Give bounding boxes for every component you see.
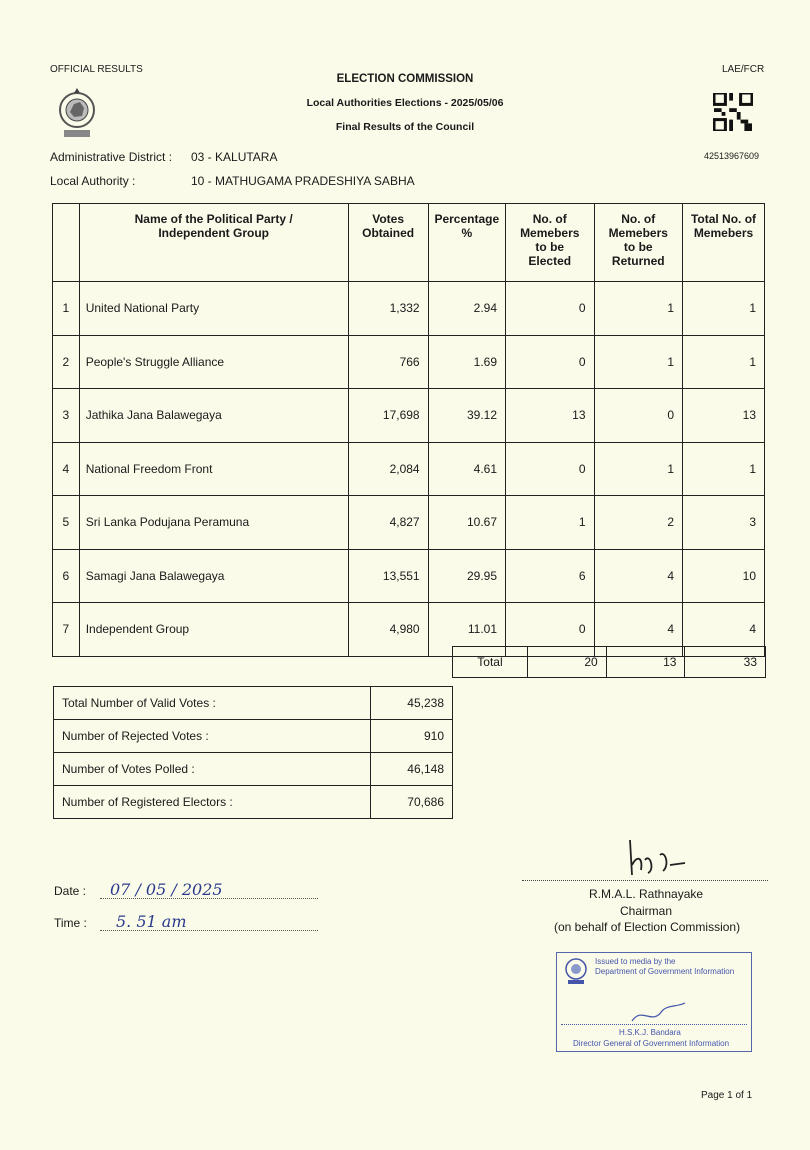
- header-total: Total No. of Memebers: [683, 204, 765, 282]
- time-line: [100, 912, 318, 931]
- votes-cell: 17,698: [348, 389, 428, 443]
- table-row: [53, 335, 765, 389]
- row-index: 6: [53, 549, 80, 603]
- returned-cell: 4: [594, 603, 683, 657]
- total-cell: 3: [683, 496, 765, 550]
- returned-cell: 0: [594, 389, 683, 443]
- row-index: 4: [53, 442, 80, 496]
- date-line: [100, 880, 318, 899]
- stamp-title: Director General of Government Information: [573, 1039, 730, 1048]
- header-votes: Votes Obtained: [348, 204, 428, 282]
- stamp-line: [561, 1024, 747, 1025]
- party-name: Samagi Jana Balawegaya: [79, 549, 348, 603]
- table-row: [53, 496, 765, 550]
- total-cell: 4: [683, 603, 765, 657]
- page-subtitle-2: Final Results of the Council: [335, 121, 475, 133]
- page-subtitle: Local Authorities Elections - 2025/05/06: [306, 97, 504, 109]
- page-title: ELECTION COMMISSION: [336, 73, 474, 85]
- date-value: 07 / 05 / 2025: [110, 880, 223, 899]
- header-party: Name of the Political Party / Independent Group: [79, 204, 348, 282]
- total-cell: 1: [683, 335, 765, 389]
- row-index: 3: [53, 389, 80, 443]
- stamp-emblem-icon: [563, 957, 589, 985]
- time-value: 5. 51 am: [116, 912, 187, 931]
- header-returned: No. of Memebers to be Returned: [594, 204, 683, 282]
- stamp-line-1: Issued to media by the: [595, 957, 676, 966]
- summary-value: 70,686: [371, 786, 453, 819]
- votes-cell: 766: [348, 335, 428, 389]
- summary-row: [54, 753, 453, 786]
- row-index: 7: [53, 603, 80, 657]
- header-index: [53, 204, 80, 282]
- table-row: [53, 442, 765, 496]
- signature-icon: [615, 835, 695, 885]
- votes-cell: 4,827: [348, 496, 428, 550]
- votes-cell: 13,551: [348, 549, 428, 603]
- totals-label: Total: [453, 647, 528, 678]
- elected-cell: 0: [506, 442, 595, 496]
- percentage-cell: 4.61: [428, 442, 505, 496]
- summary-value: 45,238: [371, 687, 453, 720]
- total-cell: 13: [683, 389, 765, 443]
- summary-value: 910: [371, 720, 453, 753]
- summary-label: Number of Votes Polled :: [54, 753, 371, 786]
- summary-value: 46,148: [371, 753, 453, 786]
- totals-returned: 13: [606, 647, 685, 678]
- summary-row: [54, 720, 453, 753]
- district-label: Administrative District :: [50, 150, 173, 164]
- party-name: United National Party: [79, 282, 348, 336]
- stamp-name: H.S.K.J. Bandara: [619, 1028, 681, 1037]
- table-row: [53, 389, 765, 443]
- table-row: [53, 549, 765, 603]
- authority-value: 10 - MATHUGAMA PRADESHIYA SABHA: [191, 174, 415, 188]
- total-cell: 10: [683, 549, 765, 603]
- header-percentage: Percentage %: [428, 204, 505, 282]
- summary-row: [54, 786, 453, 819]
- percentage-cell: 39.12: [428, 389, 505, 443]
- qr-code-icon: [713, 93, 753, 131]
- party-name: Jathika Jana Balawegaya: [79, 389, 348, 443]
- elected-cell: 13: [506, 389, 595, 443]
- district-value: 03 - KALUTARA: [191, 150, 278, 164]
- signer-title: Chairman: [620, 904, 673, 918]
- emblem-icon: [56, 86, 98, 140]
- document-code: LAE/FCR: [722, 64, 765, 75]
- votes-cell: 2,084: [348, 442, 428, 496]
- totals-table: [452, 646, 766, 678]
- returned-cell: 2: [594, 496, 683, 550]
- percentage-cell: 10.67: [428, 496, 505, 550]
- signature-line: [522, 880, 768, 881]
- totals-elected: 20: [527, 647, 606, 678]
- total-cell: 1: [683, 442, 765, 496]
- percentage-cell: 1.69: [428, 335, 505, 389]
- returned-cell: 1: [594, 282, 683, 336]
- party-name: National Freedom Front: [79, 442, 348, 496]
- media-stamp: [556, 952, 752, 1052]
- elected-cell: 0: [506, 282, 595, 336]
- returned-cell: 1: [594, 442, 683, 496]
- party-name: Sri Lanka Podujana Peramuna: [79, 496, 348, 550]
- votes-cell: 4,980: [348, 603, 428, 657]
- summary-table: [53, 686, 453, 819]
- party-name: People's Struggle Alliance: [79, 335, 348, 389]
- results-table-header: [53, 204, 765, 282]
- signer-name: R.M.A.L. Rathnayake: [589, 887, 704, 901]
- official-results-label: OFFICIAL RESULTS: [50, 64, 143, 75]
- total-cell: 1: [683, 282, 765, 336]
- totals-total: 33: [685, 647, 766, 678]
- elected-cell: 1: [506, 496, 595, 550]
- page-number: Page 1 of 1: [701, 1090, 753, 1101]
- header-elected: No. of Memebers to be Elected: [506, 204, 595, 282]
- party-name: Independent Group: [79, 603, 348, 657]
- row-index: 1: [53, 282, 80, 336]
- returned-cell: 1: [594, 335, 683, 389]
- stamp-line-2: Department of Government Information: [595, 967, 735, 976]
- signer-note: (on behalf of Election Commission): [554, 920, 741, 934]
- elected-cell: 0: [506, 603, 595, 657]
- summary-label: Total Number of Valid Votes :: [54, 687, 371, 720]
- summary-label: Number of Registered Electors :: [54, 786, 371, 819]
- percentage-cell: 2.94: [428, 282, 505, 336]
- time-label: Time :: [54, 916, 87, 930]
- row-index: 2: [53, 335, 80, 389]
- date-label: Date :: [54, 884, 87, 898]
- totals-row: [453, 647, 766, 678]
- percentage-cell: 29.95: [428, 549, 505, 603]
- votes-cell: 1,332: [348, 282, 428, 336]
- results-table: [52, 203, 765, 657]
- table-row: [53, 282, 765, 336]
- percentage-cell: 11.01: [428, 603, 505, 657]
- summary-row: [54, 687, 453, 720]
- summary-label: Number of Rejected Votes :: [54, 720, 371, 753]
- returned-cell: 4: [594, 549, 683, 603]
- elected-cell: 6: [506, 549, 595, 603]
- elected-cell: 0: [506, 335, 595, 389]
- authority-label: Local Authority :: [50, 174, 136, 188]
- document-number: 42513967609: [704, 151, 760, 161]
- row-index: 5: [53, 496, 80, 550]
